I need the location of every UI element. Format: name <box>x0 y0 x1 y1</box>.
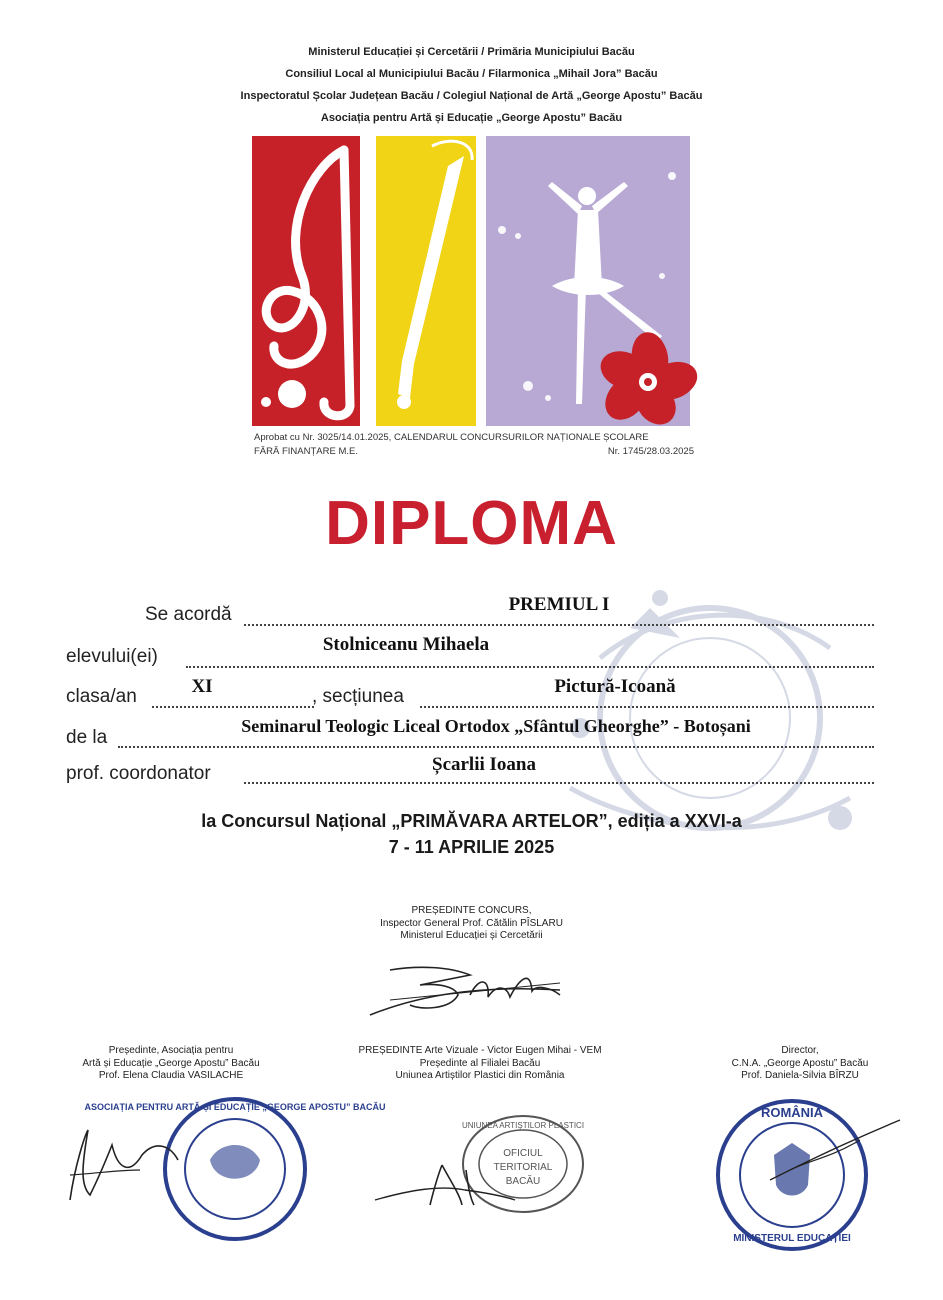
approval-line-2-right: Nr. 1745/28.03.2025 <box>607 446 694 457</box>
header-line-4: Asociația pentru Artă și Educație „George Apostu” Bacău <box>320 112 623 124</box>
contest-dates: 7 - 11 APRILIE 2025 <box>388 837 555 857</box>
student-label: elevului(ei) <box>66 646 158 667</box>
section-label: , secțiunea <box>312 686 404 707</box>
president-signature <box>360 955 590 1025</box>
left-signatory-line-2: Artă și Educație „George Apostu” Bacău <box>82 1057 260 1069</box>
approval-line-2-left: FĂRĂ FINANȚARE M.E. <box>254 446 358 457</box>
center-signatory-line-3: Uniunea Artiștilor Plastici din România <box>395 1070 565 1081</box>
school-label: de la <box>66 727 108 748</box>
diploma-title: DIPLOMA <box>325 489 618 558</box>
president-block <box>320 905 623 943</box>
school-value: Seminarul Teologic Liceal Ortodox „Sfântul Gheorghe” - Botoșani <box>241 716 751 736</box>
class-dotted-line <box>152 706 314 708</box>
student-value: Stolniceanu Mihaela <box>322 634 490 655</box>
school-dotted-line <box>118 746 874 748</box>
center-signatory-line-1: PREȘEDINTE Arte Vizuale - Victor Eugen Mihai - VEM <box>358 1045 602 1056</box>
class-value: XI <box>191 676 213 697</box>
right-signatory-line-3: Prof. Daniela-Silvia BÎRZU <box>741 1070 859 1081</box>
section-value: Pictură-Icoană <box>554 676 676 697</box>
center-signatory-block <box>330 1045 630 1083</box>
right-signature <box>760 1110 910 1190</box>
student-dotted-line <box>186 666 874 668</box>
center-signature <box>370 1150 520 1220</box>
section-dotted-line <box>420 706 874 708</box>
center-stamp-inner-1: OFICIUL <box>503 1148 543 1159</box>
header-line-2: Consiliul Local al Municipiului Bacău / Filarmonica „Mihail Jora” Bacău <box>285 68 658 80</box>
right-signatory-block <box>680 1045 920 1083</box>
right-stamp-top-text: ROMÂNIA <box>760 1105 824 1120</box>
teacher-dotted-line <box>244 782 874 784</box>
left-signatory-line-1: Președinte, Asociația pentru <box>108 1045 234 1056</box>
festival-logo <box>252 136 690 426</box>
award-dotted-line <box>244 624 874 626</box>
header-line-3: Inspectoratul Școlar Județean Bacău / Colegiul Național de Artă „George Apostu” Bacău <box>240 90 703 102</box>
left-stamp-text: ASOCIAȚIA PENTRU ARTĂ ȘI EDUCAȚIE „GEORGE APOSTU” BACĂU <box>84 1102 386 1112</box>
award-value: PREMIUL I <box>508 594 610 615</box>
approval-line-1: Aprobat cu Nr. 3025/14.01.2025, CALENDARUL CONCURSURILOR NAȚIONALE ȘCOLARE <box>254 432 649 443</box>
president-line-2: Inspector General Prof. Cătălin PÎSLARU <box>380 917 563 929</box>
teacher-label: prof. coordonator <box>66 763 211 784</box>
president-line-1: PREȘEDINTE CONCURS, <box>411 905 532 916</box>
left-signature <box>60 1115 210 1215</box>
left-signatory-block <box>46 1045 296 1083</box>
header-line-1: Ministerul Educației și Cercetării / Primăria Municipiului Bacău <box>308 46 635 58</box>
teacher-value: Șcarlii Ioana <box>432 754 536 775</box>
approval-line-2 <box>254 446 694 457</box>
right-signatory-line-2: C.N.A. „George Apostu” Bacău <box>731 1057 869 1069</box>
right-stamp-bottom-text: MINISTERUL EDUCAȚIEI <box>733 1233 851 1244</box>
contest-name: la Concursul Național „PRIMĂVARA ARTELOR”, ediția a XXVI-a <box>201 811 742 831</box>
award-label: Se acordă <box>145 604 232 625</box>
right-signatory-line-1: Director, <box>781 1045 819 1056</box>
class-label: clasa/an <box>66 686 137 707</box>
center-stamp-ring-text: UNIUNEA ARTIȘTILOR PLASTICI <box>461 1121 585 1130</box>
center-signatory-line-2: Președinte al Filialei Bacău <box>419 1057 541 1069</box>
center-stamp-inner-2: TERITORIAL <box>493 1162 553 1173</box>
president-line-3: Ministerul Educației și Cercetării <box>400 930 543 941</box>
center-stamp-inner-3: BACĂU <box>505 1176 541 1187</box>
left-signatory-line-3: Prof. Elena Claudia VASILACHE <box>98 1070 244 1081</box>
